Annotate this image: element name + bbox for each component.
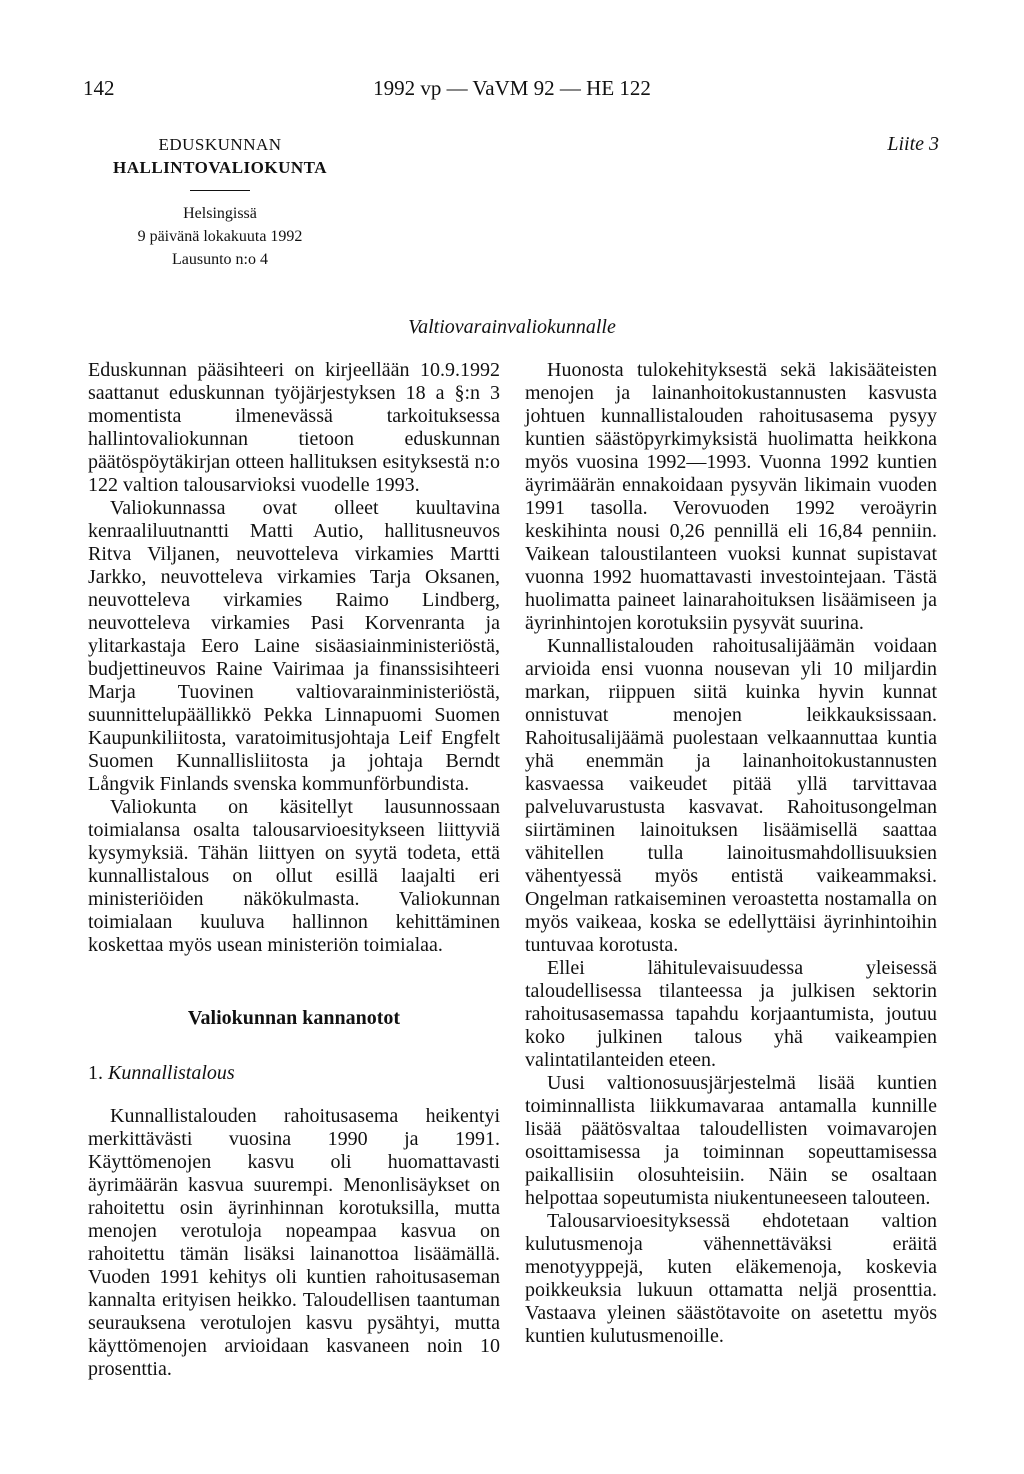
- subsection-heading: [88, 1062, 500, 1085]
- paragraph: Kunnallistalouden rahoitusalijäämän voidaan arvioida ensi vuonna nousevan yli 10 miljardin markan, riippuen siitä kuinka hyvin kunnat onnistuvat menojen leikkauksissaan. Rahoitusalijäämä puolestaan velkaannuttaa kuntia yhä enemmän ja lainanhoitokustannusten kasvaessa vaikeudet pitää yllä tarvittavaa palveluvarustusta kasvavat. Rahoitusongelman siirtäminen lainoituksen lisäämisellä saattaa vähitellen tulla lainoitusmahdollisuuksien vähentyessä myös entistä vaikeammaksi. Ongelman ratkaiseminen veroastetta nostamalla on myös vaikeaa, koska se edellyttäisi äyrinhintoihin tuntuvaa korotusta.: [525, 635, 937, 956]
- section-heading: Valiokunnan kannanotot: [187, 1007, 401, 1029]
- statement-number: Lausunto n:o 4: [172, 251, 268, 268]
- paragraph: Ellei lähitulevaisuudessa yleisessä taloudellisessa tilanteessa ja julkisen sektorin rahoitusasemassa tapahdu korjaantumista, joutuu koko julkinen talous yhä vaikeampien valintatilanteiden eteen.: [525, 957, 937, 1071]
- right-column: [525, 359, 937, 1348]
- paragraph: Valiokunnassa ovat olleet kuultavina kenraaliluutnantti Matti Autio, hallitusneuvos Ritva Viljanen, neuvotteleva virkamies Martti Jarkko, neuvotteleva virkamies Tarja Oksanen, neuvotteleva virkamies Raimo Lindberg, neuvotteleva virkamies Pasi Korvenranta ja ylitarkastaja Eero Laine sisäasiainministeriöstä, budjettineuvos Raine Vairimaa ja finanssisihteeri Marja Tuovinen valtiovarainministeriöstä, suunnittelupäällikkö Pekka Linnapuomi Suomen Kaupunkiliitosta, varatoimitusjohtaja Leif Engfelt Suomen Kunnallisliitosta ja johtaja Berndt Långvik Finlands svenska kommunförbundista.: [88, 497, 500, 795]
- paragraph: Huonosta tulokehityksestä sekä lakisääteisten menojen ja lainanhoitokustannusten kasvusta johtuen kunnallistalouden rahoitusasema pysyy kuntien säästöpyrkimyksistä huolimatta heikkona myös vuosina 1992—1993. Vuonna 1992 kuntien äyrimäärän ennakoidaan pysyvän likimain vuoden 1991 tasolla. Verovuoden 1992 veroäyrin keskihinta nousi 0,26 pennillä eli 16,84 penniin. Vaikean taloustilanteen vuoksi kunnat supistavat vuonna 1992 huomattavasti investointejaan. Tästä huolimatta paineet lainarahoituksen lisäämiseen ja äyrinhintojen korotuksiin pysyvät suurina.: [525, 359, 937, 634]
- running-header: 1992 vp — VaVM 92 — HE 122: [373, 76, 651, 100]
- paragraph: Talousarvioesityksessä ehdotetaan valtion kulutusmenoja vähennettäväksi eräitä menotyyppejä, kuten eläkemenoja, koskevia poikkeuksia lukuun ottamatta neljä prosenttia. Vastaava yleinen säästötavoite on asetettu myös kuntien kulutusmenoille.: [525, 1210, 937, 1347]
- subsection-title: Kunnallistalous: [108, 1062, 235, 1084]
- sender-committee: [70, 133, 370, 179]
- paragraph: Kunnallistalouden rahoitusasema heikentyi merkittävästi vuosina 1990 ja 1991. Käyttömenojen kasvu oli huomattavasti äyrimäärän kasvua suurempi. Menonlisäykset on rahoitettu osin äyrinhinnan korotuksilla, mutta menojen verotuloja nopeampaa kasvua on rahoitettu tämän lisäksi lainanottoa lisäämällä. Vuoden 1991 kehitys oli kuntien rahoitusaseman kannalta erityisen heikko. Taloudellisen taantuman seurauksena verotulojen kasvu pysähtyi, mutta käyttömenojen arvioidaan kasvaneen noin 10 prosenttia.: [88, 1105, 500, 1380]
- committee-line-1: EDUSKUNNAN: [158, 135, 282, 154]
- paragraph: Valiokunta on käsitellyt lausunnossaan toimialansa osalta talousarvioesitykseen liittyviä kysymyksiä. Tähän liittyen on syytä todeta, että kunnallistalous on ollut esillä laajalti eri ministeriöiden näkökulmasta. Valiokunnan toimialaan kuuluva hallinnon kehittäminen koskettaa myös usean ministeriön toimialaa.: [88, 796, 500, 956]
- sender-meta: [70, 202, 370, 271]
- date: 9 päivänä lokakuuta 1992: [137, 228, 303, 245]
- header-divider: [190, 190, 250, 191]
- recipient: Valtiovarainvaliokunnalle: [408, 316, 616, 338]
- place: Helsingissä: [183, 205, 257, 222]
- page-number: 142: [83, 76, 115, 100]
- subsection-number: 1.: [88, 1062, 103, 1084]
- committee-line-2: HALLINTOVALIOKUNTA: [113, 158, 327, 177]
- paragraph: Uusi valtionosuusjärjestelmä lisää kuntien toiminnallista liikkumavaraa antamalla kunnille lisää päätösvaltaa taloudellisten voimavarojen osoittamisessa ja toiminnan sopeuttamisessa paikallisiin olosuhteisiin. Näin se osaltaan helpottaa sopeutumista niukentuneeseen talouteen.: [525, 1072, 937, 1209]
- left-column: [88, 359, 500, 1381]
- appendix-label: Liite 3: [887, 133, 939, 155]
- paragraph: Eduskunnan pääsihteeri on kirjeellään 10.9.1992 saattanut eduskunnan työjärjestyksen 18 a §:n 3 momentista ilmenevässä tarkoituksessa hallintovaliokunnan tietoon eduskunnan päätöspöytäkirjan otteen hallituksen esityksestä n:o 122 valtion talousarvioksi vuodelle 1993.: [88, 359, 500, 496]
